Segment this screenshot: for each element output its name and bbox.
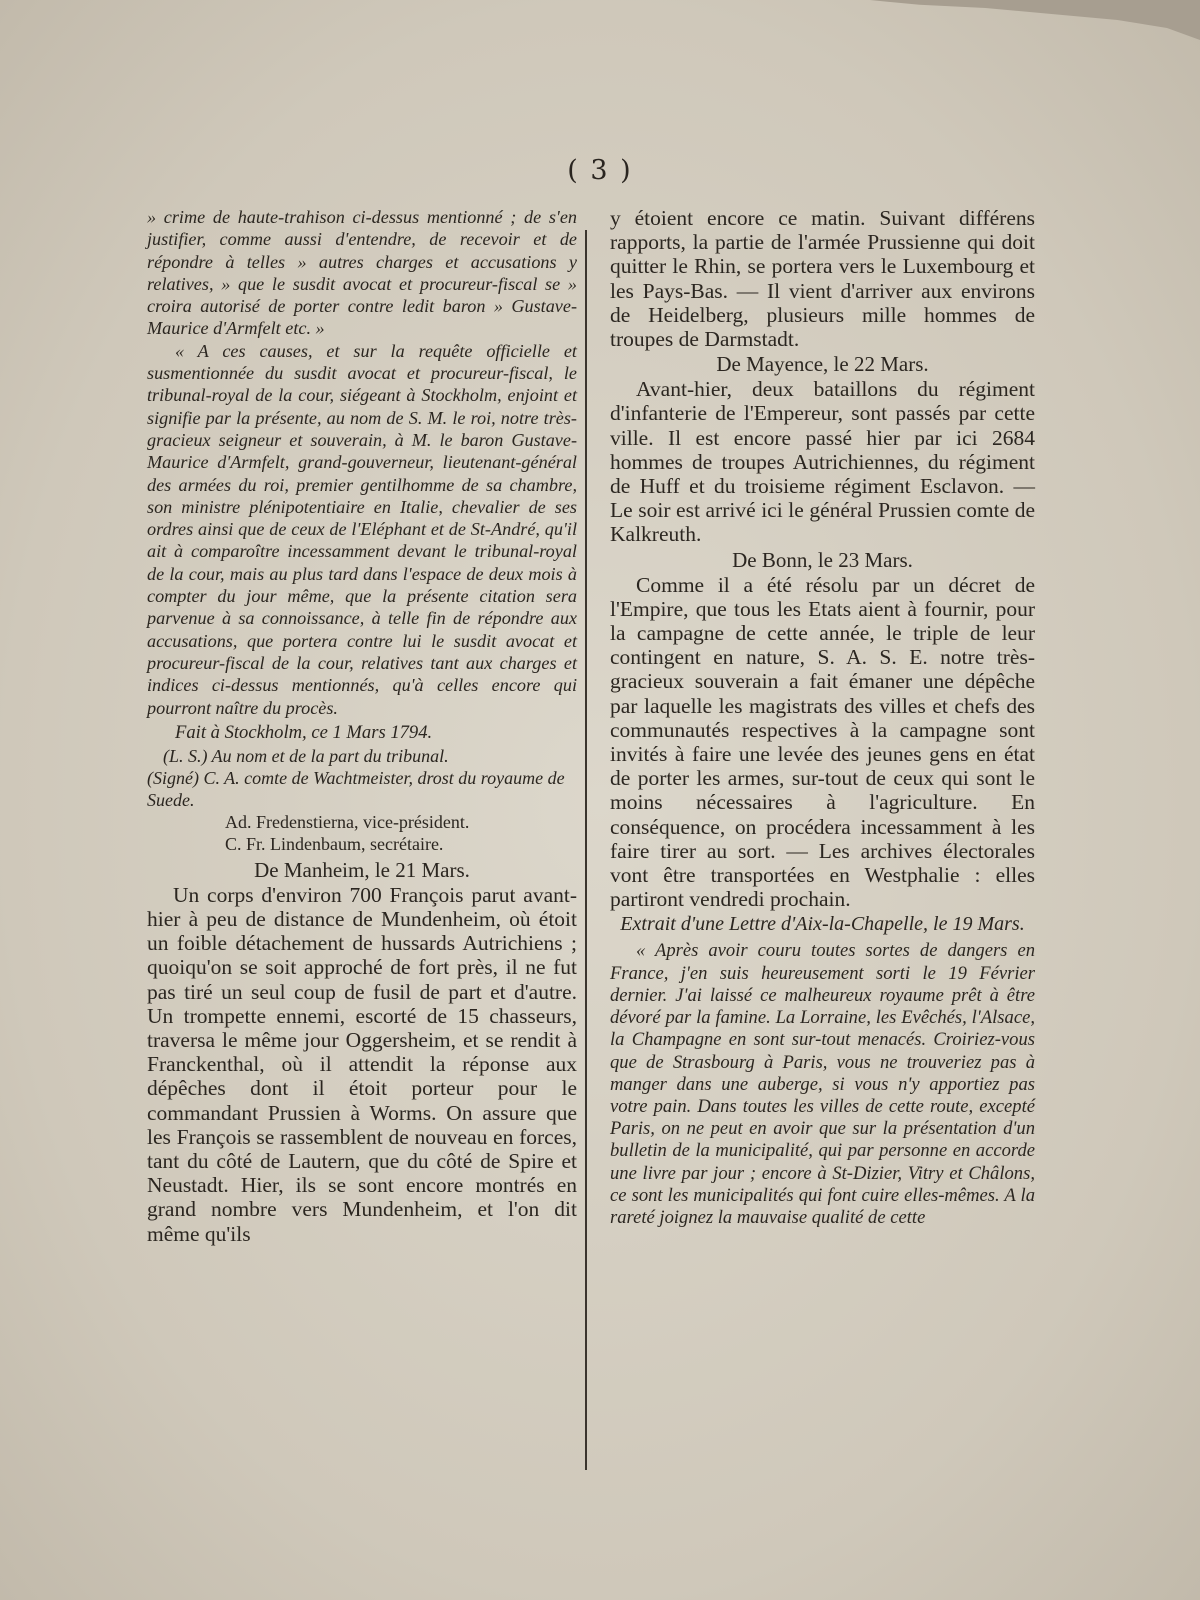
manheim-article <box>147 883 577 1246</box>
mayence-article <box>610 377 1035 546</box>
dateline-manheim: De Manheim, le 21 Mars. <box>254 857 470 882</box>
signed-line-2: Ad. Fredenstierna, vice-président. <box>225 811 470 832</box>
seal-line: (L. S.) Au nom et de la part du tribunal. <box>163 745 449 766</box>
extract-heading: Extrait d'une Lettre d'Aix-la-Chapelle, le 19 Mars. <box>620 913 1025 936</box>
manheim-text: Un corps d'environ 700 François parut avant-hier à peu de distance de Mundenheim, où étoit un foible détachement de hussards Autrichiens ; quoiqu'on se soit approché de fort près, il ne fut pas tiré un seul coup de fusil de part et d'autre. Un trompette ennemi, escorté de 15 chasseurs, traversa le même jour Oggersheim, et se rendit à Franckenthal, où il attendit la réponse aux dépêches dont il étoit porteur pour le commandant Prussien à Worms. On assure que les François se rassemblent de nouveau en forces, tant du côté de Lautern, que du côté de Spire et Neustadt. Hier, ils se sont encore montrés en grand nombre vers Mundenheim, et l'on dit même qu'ils <box>147 882 577 1246</box>
signed-line-1: (Signé) C. A. comte de Wachtmeister, drost du royaume de Suede. <box>147 767 565 810</box>
bonn-text: Comme il a été résolu par un décret de l'Empire, que tous les Etats aient à fournir, pour la campagne de cette année, le triple de leur contingent en nature, S. A. S. E. notre très-gracieux souverain a fait émaner une dépêche par laquelle les magistrats des villes et chefs des communautés respectives à la campagne sont invités à faire une levée des jeunes gens en état de porter les armes, sur-tout de ceux qui sont le moins nécessaires à l'agriculture. En conséquence, on procédera incessamment à les faire tirer au sort. — Les archives électorales vont être transportées en Westphalie : elles partiront vendredi prochain. <box>610 572 1035 912</box>
citation-continued: » crime de haute-trahison ci-dessus mentionné ; de s'en justifier, comme aussi d'entendre, de recevoir et de répondre à telles » autres charges et accusations y relatives, » que le susdit avocat et procureur-fiscal se » croira autorisé de porter contre ledit baron » Gustave-Maurice d'Armfelt etc. » <box>147 207 577 339</box>
dateline-mayence: De Mayence, le 22 Mars. <box>716 352 929 377</box>
signature-block <box>147 745 577 855</box>
left-column <box>147 206 577 1246</box>
extract-article <box>610 940 1035 1229</box>
citation-main: « A ces causes, et sur la requête officielle et susmentionnée du susdit avocat et procureur-fiscal, le tribunal-royal de la cour, siégeant à Stockholm, enjoint et signifie par la présente, au nom de S. M. le roi, notre très-gracieux seigneur et souverain, à M. le baron Gustave-Maurice d'Armfelt, grand-gouverneur, lieutenant-général des armées du roi, premier gentilhomme de sa chambre, son ministre plénipotentiaire en Italie, chevalier de ses ordres ainsi que de ceux de l'Eléphant et de St-André, qu'il ait à comparoître incessamment devant le tribunal-royal de la cour, mais au plus tard dans l'espace de deux mois à compter du jour même, que la présente citation sera parvenue à sa connoissance, à telle fin de répondre aux accusations, que portera contre lui le susdit avocat et procureur-fiscal de la cour, relatives tant aux charges et indices ci-dessus mentionnés, qu'à celles encore qui pourront naître du procès. <box>147 340 577 718</box>
dateline-bonn: De Bonn, le 23 Mars. <box>732 547 913 572</box>
continued-text: y étoient encore ce matin. Suivant différens rapports, la partie de l'armée Prussienne qui doit quitter le Rhin, se portera vers le Luxembourg et les Pays-Bas. — Il vient d'arriver aux environs de Heidelberg, plusieurs mille hommes de troupes de Darmstadt. <box>610 206 1035 352</box>
done-at-line: Fait à Stockholm, ce 1 Mars 1794. <box>175 721 433 743</box>
right-column <box>610 206 1035 1229</box>
column-rule <box>585 230 587 1470</box>
citation-block <box>147 206 577 744</box>
page-number: ( 3 ) <box>567 155 633 186</box>
extract-text: « Après avoir couru toutes sortes de dangers en France, j'en suis heureusement sorti le 19 Février dernier. J'ai laissé ce malheureux royaume prêt à être dévoré par la famine. La Lorraine, les Evêchés, l'Alsace, la Champagne en sont sur-tout menacés. Croiriez-vous que de Strasbourg à Paris, vous ne trouveriez pas à manger dans une auberge, si vous n'y apportiez pas votre pain. Dans toutes les villes de cette route, excepté Paris, on ne peut en avoir que sur la présentation d'un bulletin de la municipalité, qui par personne en accorde une livre par jour ; encore à St-Dizier, Vitry et Châlons, ce sont les municipalités qui font cuire elles-mêmes. A la rareté joignez la mauvaise qualité de cette <box>610 940 1035 1228</box>
signed-line-3: C. Fr. Lindenbaum, secrétaire. <box>225 833 444 854</box>
mayence-text: Avant-hier, deux bataillons du régiment d'infanterie de l'Empereur, sont passés par cette ville. Il est encore passé hier par ici 2684 hommes de troupes Autrichiennes, du régiment de Huff et du troisieme régiment Esclavon. — Le soir est arrivé ici le général Prussien comte de Kalkreuth. <box>610 377 1035 547</box>
bonn-article <box>610 573 1035 912</box>
continued-article <box>610 206 1035 351</box>
torn-corner <box>870 0 1200 40</box>
